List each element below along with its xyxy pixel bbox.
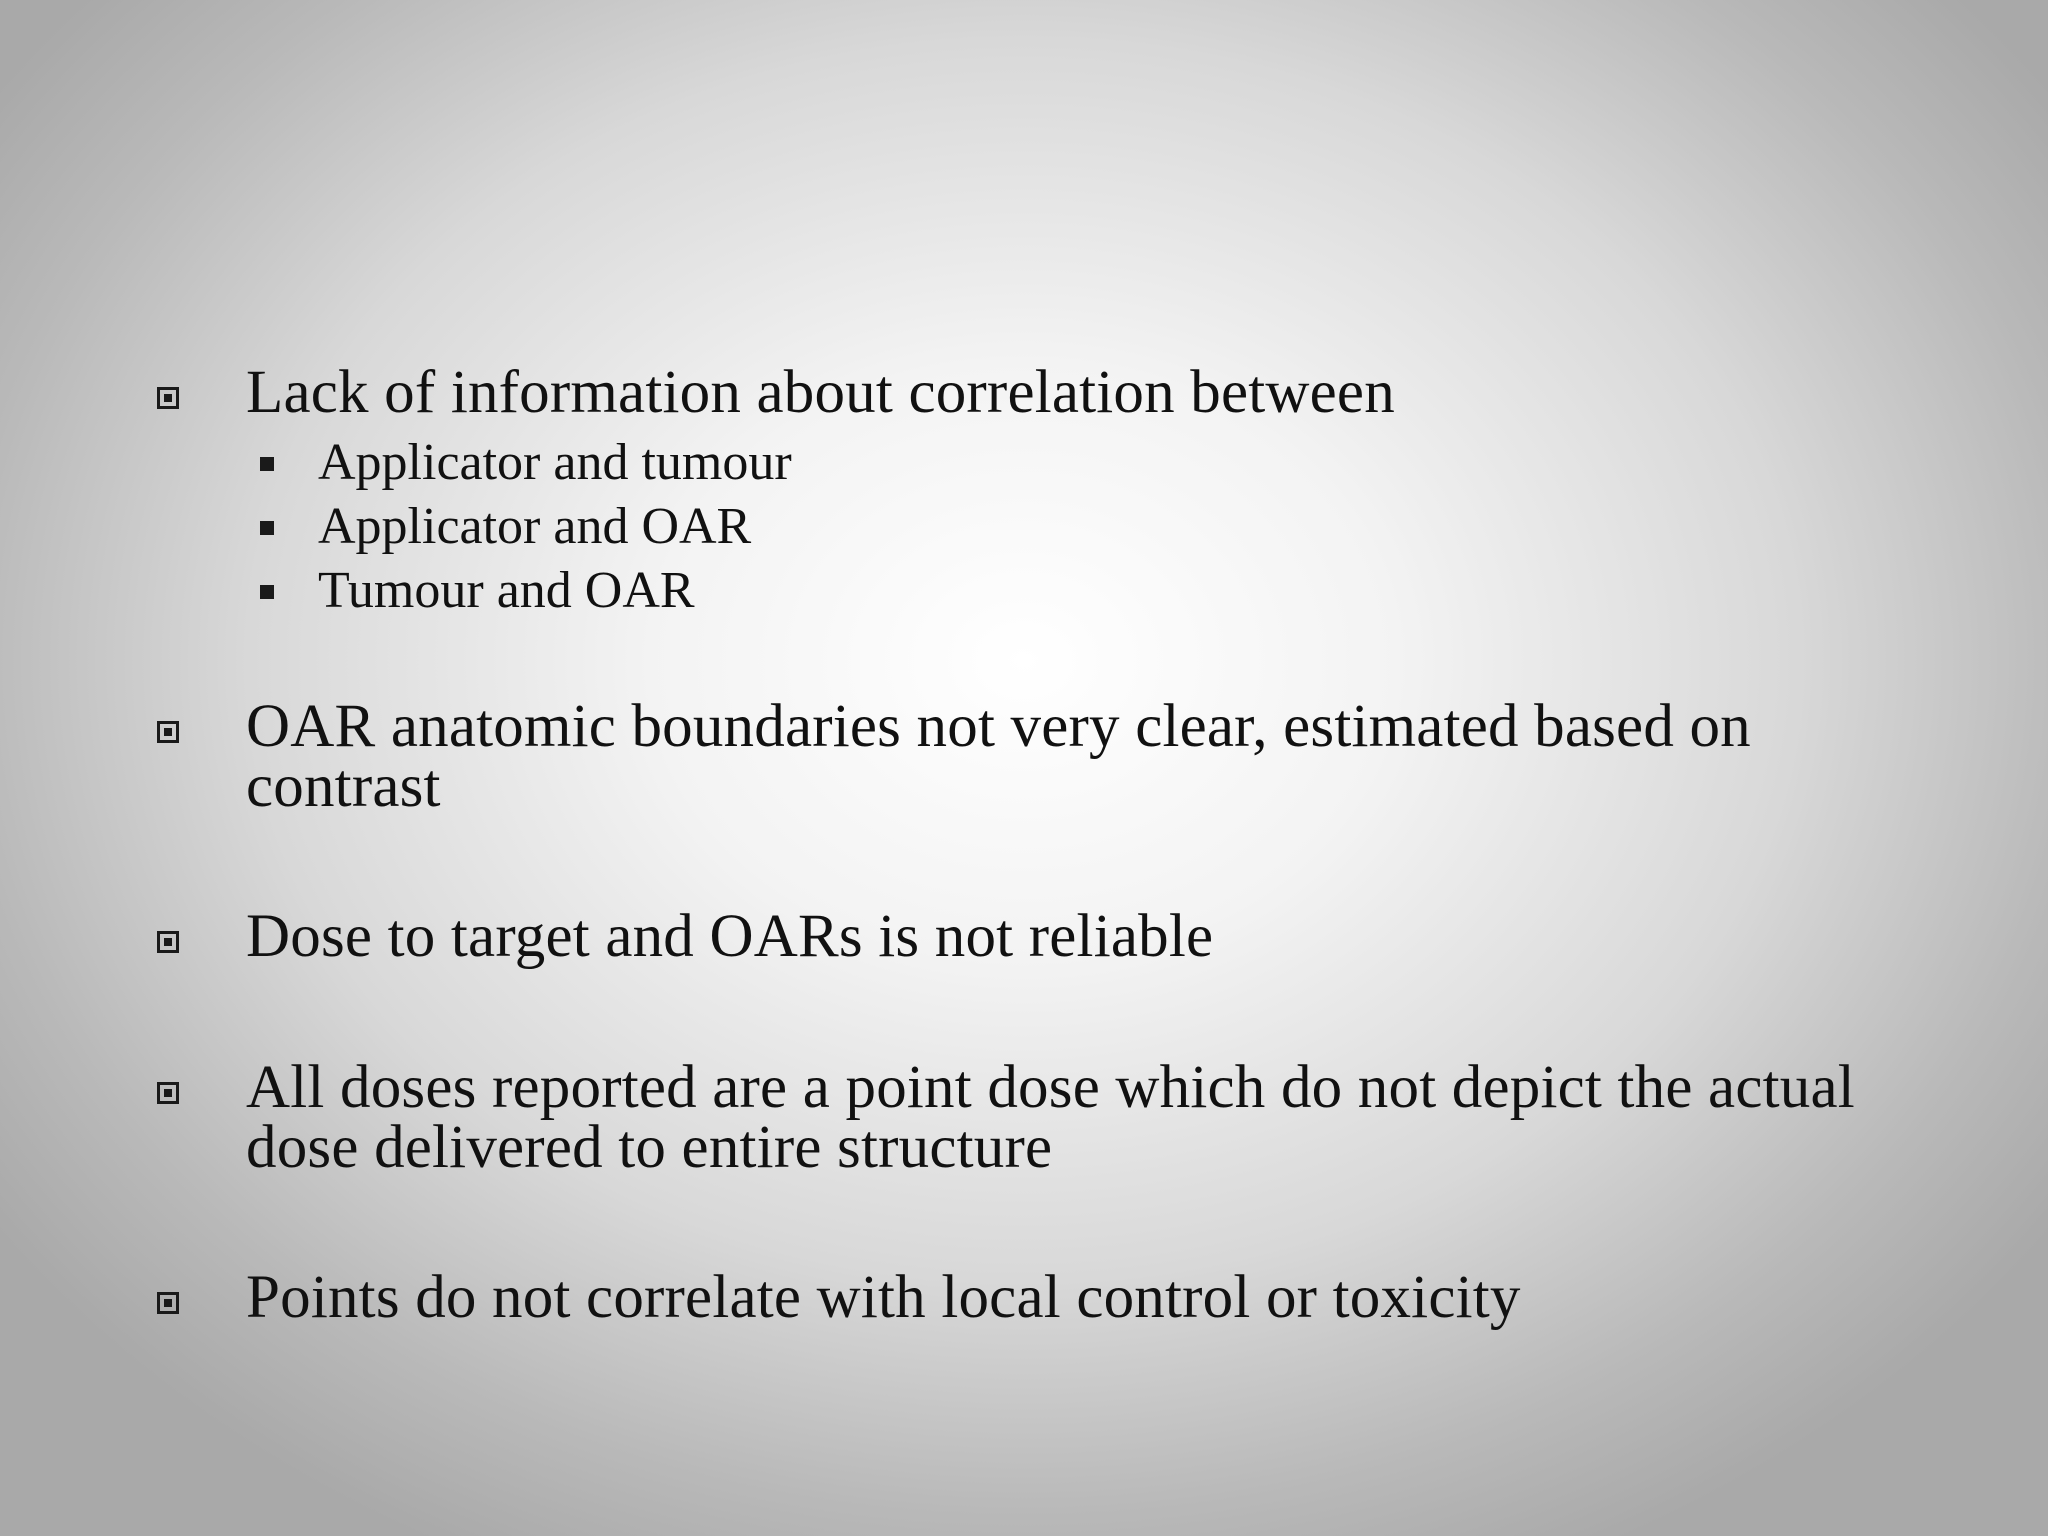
square-bullet-icon [260, 585, 274, 599]
boxed-square-bullet-icon [157, 1292, 179, 1314]
bullet-text: Lack of information about correlation between [246, 359, 1395, 426]
bullet-text: Points do not correlate with local control or toxicity [246, 1264, 1521, 1331]
square-bullet-icon [260, 521, 274, 535]
boxed-square-bullet-icon [157, 387, 179, 409]
sub-bullet-text: Applicator and tumour [318, 434, 792, 491]
boxed-square-bullet-icon [157, 1082, 179, 1104]
square-bullet-icon [260, 457, 274, 471]
boxed-square-bullet-icon [157, 931, 179, 953]
sub-bullet-text: Applicator and OAR [318, 498, 752, 555]
boxed-square-bullet-icon [157, 721, 179, 743]
bullet-text: Dose to target and OARs is not reliable [246, 903, 1214, 970]
bullet-text: OAR anatomic boundaries not very clear, estimated based on contrast [246, 693, 1751, 820]
bullet-text: All doses reported are a point dose which do not depict the actual dose delivered to entire structure [246, 1054, 1855, 1181]
sub-bullet-text: Tumour and OAR [318, 562, 695, 619]
